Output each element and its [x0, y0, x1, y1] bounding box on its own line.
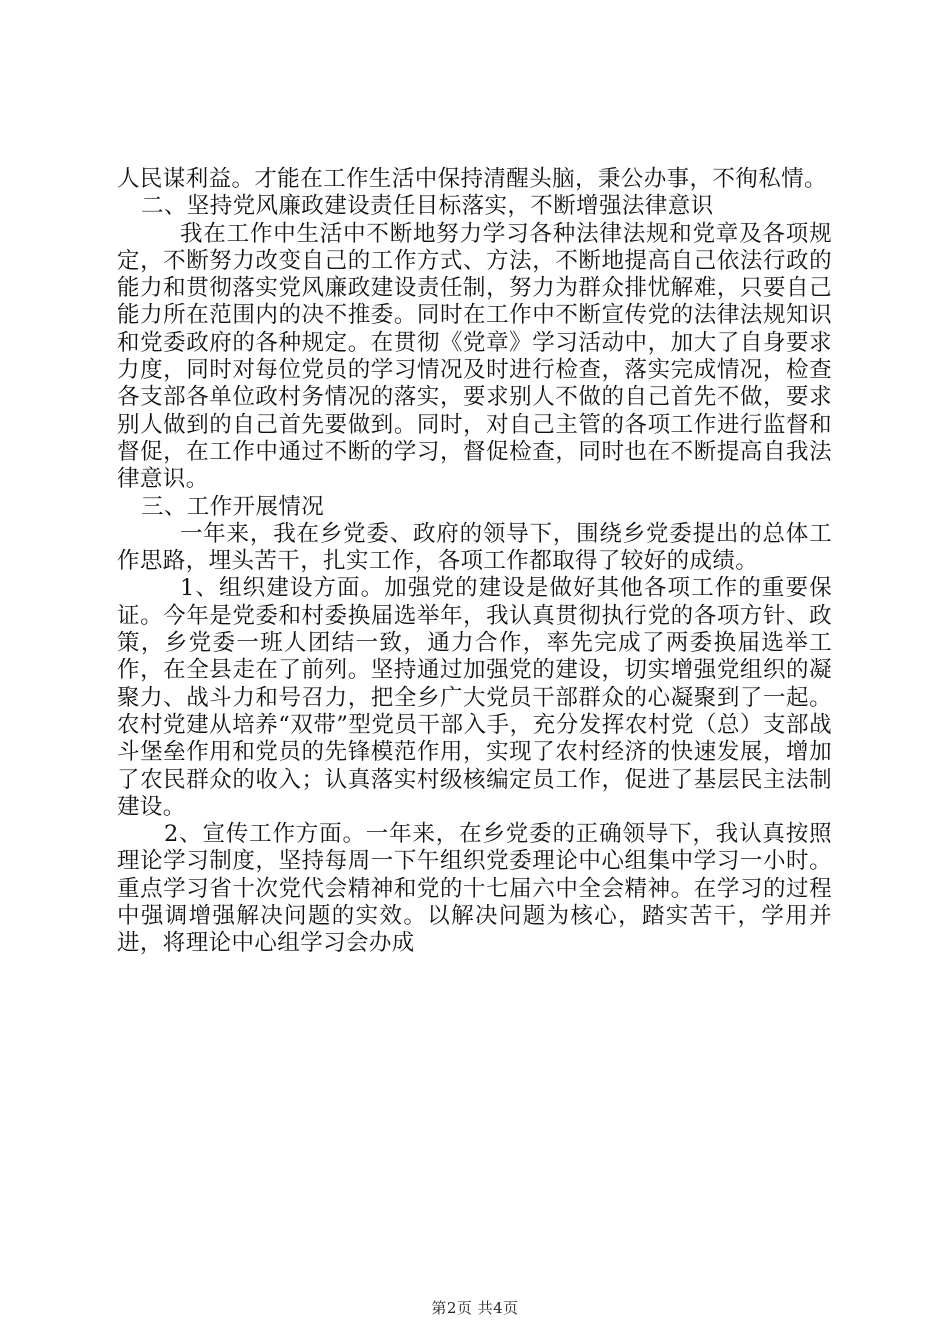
- paragraph-continuation: 人民谋利益。才能在工作生活中保持清醒头脑，秉公办事，不徇私情。: [117, 166, 827, 192]
- paragraph-year-summary: 一年来，我在乡党委、政府的领导下，围绕乡党委提出的总体工作思路，埋头苦干，扎实工作，各项工作都取得了较好的成绩。: [117, 520, 832, 575]
- paragraph-legal-awareness: 我在工作中生活中不断地努力学习各种法律法规和党章及各项规定，不断努力改变自己的工作方式、方法，不断地提高自己依法行政的能力和贯彻落实党风廉政建设责任制，努力为群众排忧解难，只要自己能力所在范围内的决不推委。同时在工作中不断宣传党的法律法规知识和党委政府的各种规定。在贯彻《党章》学习活动中，加大了自身要求力度，同时对每位党员的学习情况及时进行检查，落实完成情况，检查各支部各单位政村务情况的落实，要求别人不做的自己首先不做，要求别人做到的自己首先要做到。同时，对自己主管的各项工作进行监督和督促，在工作中通过不断的学习，督促检查，同时也在不断提高自我法律意识。: [117, 220, 832, 493]
- page-number-footer: 第2页 共4页: [431, 1299, 519, 1317]
- paragraph-publicity: 2、宣传工作方面。一年来，在乡党委的正确领导下，我认真按照理论学习制度，坚持每周一下午组织党委理论中心组集中学习一小时。重点学习省十次党代会精神和党的十七届六中全会精神。在学习的过程中强调增强解决问题的实效。以解决问题为核心，踏实苦干，学用并进，将理论中心组学习会办成: [117, 821, 832, 957]
- section-heading-2: 二、坚持党风廉政建设责任目标落实，不断增强法律意识: [141, 193, 714, 220]
- section-heading-3: 三、工作开展情况: [141, 493, 325, 520]
- paragraph-organization: 1、组织建设方面。加强党的建设是做好其他各项工作的重要保证。今年是党委和村委换届选举年，我认真贯彻执行党的各项方针、政策，乡党委一班人团结一致，通力合作，率先完成了两委换届选举工作，在全县走在了前列。坚持通过加强党的建设，切实增强党组织的凝聚力、战斗力和号召力，把全乡广大党员干部群众的心凝聚到了一起。农村党建从培养“双带”型党员干部入手，充分发挥农村党（总）支部战斗堡垒作用和党员的先锋模范作用，实现了农村经济的快速发展，增加了农民群众的收入；认真落实村级核编定员工作，促进了基层民主法制建设。: [117, 575, 832, 820]
- document-body: [117, 166, 832, 958]
